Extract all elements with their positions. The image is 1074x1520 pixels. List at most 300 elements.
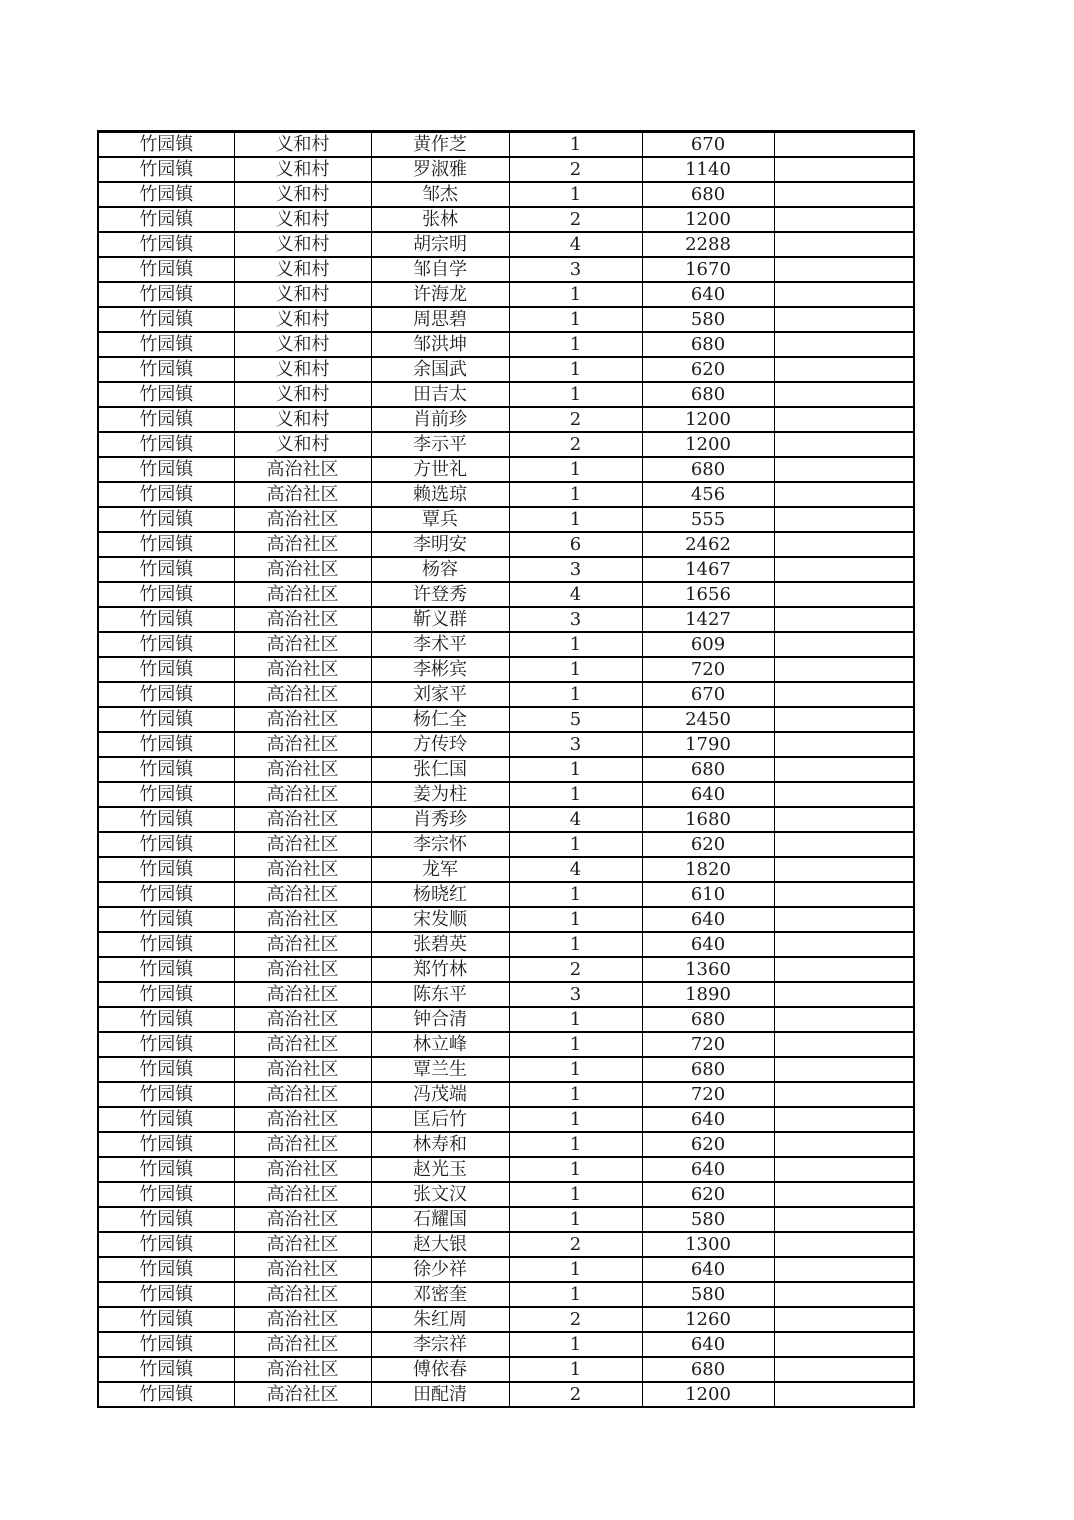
- cell-count: 6: [509, 532, 642, 557]
- cell-amount: 609: [642, 632, 774, 657]
- cell-name: 李明安: [371, 532, 509, 557]
- cell-count: 2: [509, 1382, 642, 1407]
- table-row: [98, 1132, 914, 1157]
- cell-town: 竹园镇: [98, 407, 234, 432]
- cell-town: 竹园镇: [98, 157, 234, 182]
- cell-village: 高治社区: [234, 582, 371, 607]
- table-row: [98, 707, 914, 732]
- cell-town: 竹园镇: [98, 732, 234, 757]
- cell-village: 高治社区: [234, 832, 371, 857]
- cell-name: 宋发顺: [371, 907, 509, 932]
- cell-name: 林寿和: [371, 1132, 509, 1157]
- table-row: [98, 307, 914, 332]
- cell-amount: 640: [642, 1157, 774, 1182]
- cell-town: 竹园镇: [98, 1332, 234, 1357]
- cell-name: 龙军: [371, 857, 509, 882]
- table-row: [98, 807, 914, 832]
- cell-town: 竹园镇: [98, 1282, 234, 1307]
- cell-town: 竹园镇: [98, 132, 234, 158]
- cell-blank: [774, 282, 914, 307]
- table-row: [98, 1332, 914, 1357]
- cell-count: 1: [509, 1107, 642, 1132]
- cell-town: 竹园镇: [98, 882, 234, 907]
- cell-blank: [774, 407, 914, 432]
- cell-town: 竹园镇: [98, 1132, 234, 1157]
- cell-name: 许海龙: [371, 282, 509, 307]
- cell-amount: 1260: [642, 1307, 774, 1332]
- cell-name: 李彬宾: [371, 657, 509, 682]
- cell-name: 李宗祥: [371, 1332, 509, 1357]
- cell-blank: [774, 807, 914, 832]
- cell-town: 竹园镇: [98, 1257, 234, 1282]
- cell-blank: [774, 1157, 914, 1182]
- cell-amount: 720: [642, 1082, 774, 1107]
- cell-count: 2: [509, 157, 642, 182]
- table-row: [98, 1007, 914, 1032]
- cell-blank: [774, 207, 914, 232]
- cell-amount: 1890: [642, 982, 774, 1007]
- cell-count: 2: [509, 1232, 642, 1257]
- cell-town: 竹园镇: [98, 507, 234, 532]
- table-row: [98, 232, 914, 257]
- cell-blank: [774, 1257, 914, 1282]
- cell-village: 高治社区: [234, 957, 371, 982]
- cell-blank: [774, 432, 914, 457]
- cell-blank: [774, 1332, 914, 1357]
- cell-name: 邓密奎: [371, 1282, 509, 1307]
- cell-town: 竹园镇: [98, 757, 234, 782]
- cell-name: 林立峰: [371, 1032, 509, 1057]
- cell-village: 高治社区: [234, 1157, 371, 1182]
- table-row: [98, 1032, 914, 1057]
- cell-town: 竹园镇: [98, 1307, 234, 1332]
- cell-village: 高治社区: [234, 657, 371, 682]
- cell-village: 义和村: [234, 407, 371, 432]
- cell-blank: [774, 932, 914, 957]
- table-row: [98, 532, 914, 557]
- cell-blank: [774, 1232, 914, 1257]
- cell-town: 竹园镇: [98, 182, 234, 207]
- cell-name: 钟合清: [371, 1007, 509, 1032]
- cell-village: 高治社区: [234, 1182, 371, 1207]
- cell-amount: 620: [642, 1132, 774, 1157]
- cell-count: 2: [509, 207, 642, 232]
- cell-name: 赵大银: [371, 1232, 509, 1257]
- cell-town: 竹园镇: [98, 657, 234, 682]
- table-row: [98, 782, 914, 807]
- table-row: [98, 1357, 914, 1382]
- cell-count: 1: [509, 1182, 642, 1207]
- cell-amount: 680: [642, 1357, 774, 1382]
- cell-count: 4: [509, 807, 642, 832]
- cell-amount: 456: [642, 482, 774, 507]
- cell-village: 义和村: [234, 307, 371, 332]
- cell-town: 竹园镇: [98, 682, 234, 707]
- cell-count: 1: [509, 1007, 642, 1032]
- table-row: [98, 932, 914, 957]
- cell-count: 1: [509, 1332, 642, 1357]
- cell-town: 竹园镇: [98, 582, 234, 607]
- cell-town: 竹园镇: [98, 982, 234, 1007]
- cell-name: 田配清: [371, 1382, 509, 1407]
- cell-count: 1: [509, 457, 642, 482]
- cell-name: 覃兰生: [371, 1057, 509, 1082]
- cell-village: 高治社区: [234, 1132, 371, 1157]
- cell-town: 竹园镇: [98, 832, 234, 857]
- cell-blank: [774, 857, 914, 882]
- cell-count: 1: [509, 682, 642, 707]
- cell-count: 1: [509, 132, 642, 158]
- cell-town: 竹园镇: [98, 707, 234, 732]
- table-row: [98, 357, 914, 382]
- cell-blank: [774, 1357, 914, 1382]
- cell-village: 高治社区: [234, 932, 371, 957]
- table-row: [98, 132, 914, 158]
- cell-blank: [774, 232, 914, 257]
- cell-amount: 720: [642, 657, 774, 682]
- table-row: [98, 382, 914, 407]
- cell-count: 1: [509, 932, 642, 957]
- cell-village: 义和村: [234, 357, 371, 382]
- cell-town: 竹园镇: [98, 557, 234, 582]
- table-row: [98, 407, 914, 432]
- cell-village: 高治社区: [234, 1082, 371, 1107]
- cell-name: 匡后竹: [371, 1107, 509, 1132]
- table-row: [98, 632, 914, 657]
- cell-amount: 640: [642, 782, 774, 807]
- cell-village: 高治社区: [234, 457, 371, 482]
- cell-count: 3: [509, 257, 642, 282]
- cell-name: 陈东平: [371, 982, 509, 1007]
- cell-village: 义和村: [234, 132, 371, 158]
- cell-name: 冯茂端: [371, 1082, 509, 1107]
- table-row: [98, 907, 914, 932]
- cell-blank: [774, 1382, 914, 1407]
- cell-amount: 1656: [642, 582, 774, 607]
- cell-name: 杨容: [371, 557, 509, 582]
- cell-amount: 640: [642, 1257, 774, 1282]
- cell-amount: 1427: [642, 607, 774, 632]
- cell-town: 竹园镇: [98, 1182, 234, 1207]
- cell-town: 竹园镇: [98, 1057, 234, 1082]
- cell-village: 高治社区: [234, 1257, 371, 1282]
- cell-blank: [774, 1057, 914, 1082]
- table-row: [98, 1257, 914, 1282]
- table-row: [98, 207, 914, 232]
- table-row: [98, 857, 914, 882]
- cell-blank: [774, 482, 914, 507]
- cell-amount: 1680: [642, 807, 774, 832]
- cell-count: 1: [509, 757, 642, 782]
- cell-amount: 640: [642, 282, 774, 307]
- cell-village: 高治社区: [234, 1207, 371, 1232]
- cell-blank: [774, 157, 914, 182]
- table-row: [98, 432, 914, 457]
- cell-count: 1: [509, 882, 642, 907]
- table-row: [98, 1107, 914, 1132]
- cell-name: 郑竹林: [371, 957, 509, 982]
- cell-town: 竹园镇: [98, 607, 234, 632]
- cell-count: 1: [509, 632, 642, 657]
- table-row: [98, 582, 914, 607]
- cell-name: 方世礼: [371, 457, 509, 482]
- cell-name: 肖前珍: [371, 407, 509, 432]
- cell-blank: [774, 782, 914, 807]
- cell-amount: 580: [642, 1282, 774, 1307]
- cell-village: 义和村: [234, 157, 371, 182]
- cell-blank: [774, 1282, 914, 1307]
- cell-count: 3: [509, 982, 642, 1007]
- cell-count: 1: [509, 307, 642, 332]
- cell-town: 竹园镇: [98, 932, 234, 957]
- cell-blank: [774, 707, 914, 732]
- cell-amount: 620: [642, 1182, 774, 1207]
- cell-name: 石耀国: [371, 1207, 509, 1232]
- cell-village: 高治社区: [234, 1107, 371, 1132]
- cell-count: 1: [509, 782, 642, 807]
- cell-count: 1: [509, 182, 642, 207]
- cell-blank: [774, 132, 914, 158]
- cell-blank: [774, 882, 914, 907]
- cell-village: 高治社区: [234, 1032, 371, 1057]
- cell-blank: [774, 1182, 914, 1207]
- cell-town: 竹园镇: [98, 807, 234, 832]
- cell-count: 1: [509, 907, 642, 932]
- cell-amount: 1200: [642, 207, 774, 232]
- cell-town: 竹园镇: [98, 357, 234, 382]
- table-row: [98, 732, 914, 757]
- cell-name: 邹自学: [371, 257, 509, 282]
- cell-name: 许登秀: [371, 582, 509, 607]
- cell-amount: 640: [642, 907, 774, 932]
- cell-name: 杨晓红: [371, 882, 509, 907]
- table-row: [98, 982, 914, 1007]
- cell-amount: 1200: [642, 407, 774, 432]
- cell-amount: 2450: [642, 707, 774, 732]
- cell-village: 义和村: [234, 332, 371, 357]
- cell-town: 竹园镇: [98, 1007, 234, 1032]
- cell-village: 高治社区: [234, 607, 371, 632]
- table-row: [98, 507, 914, 532]
- table-row: [98, 1232, 914, 1257]
- cell-village: 义和村: [234, 382, 371, 407]
- cell-blank: [774, 557, 914, 582]
- cell-blank: [774, 257, 914, 282]
- cell-amount: 680: [642, 182, 774, 207]
- table-row: [98, 682, 914, 707]
- cell-village: 高治社区: [234, 532, 371, 557]
- cell-name: 靳义群: [371, 607, 509, 632]
- cell-town: 竹园镇: [98, 332, 234, 357]
- cell-town: 竹园镇: [98, 632, 234, 657]
- cell-town: 竹园镇: [98, 457, 234, 482]
- cell-town: 竹园镇: [98, 1082, 234, 1107]
- cell-village: 高治社区: [234, 732, 371, 757]
- cell-town: 竹园镇: [98, 257, 234, 282]
- cell-count: 1: [509, 1132, 642, 1157]
- cell-name: 傅依春: [371, 1357, 509, 1382]
- cell-town: 竹园镇: [98, 232, 234, 257]
- cell-town: 竹园镇: [98, 857, 234, 882]
- cell-town: 竹园镇: [98, 957, 234, 982]
- table-row: [98, 1182, 914, 1207]
- table-row: [98, 1282, 914, 1307]
- cell-amount: 640: [642, 1332, 774, 1357]
- table-row: [98, 607, 914, 632]
- cell-amount: 1467: [642, 557, 774, 582]
- cell-amount: 620: [642, 832, 774, 857]
- cell-amount: 1300: [642, 1232, 774, 1257]
- cell-blank: [774, 332, 914, 357]
- cell-amount: 1670: [642, 257, 774, 282]
- cell-count: 1: [509, 1082, 642, 1107]
- cell-count: 1: [509, 332, 642, 357]
- cell-amount: 680: [642, 457, 774, 482]
- cell-blank: [774, 307, 914, 332]
- cell-name: 刘家平: [371, 682, 509, 707]
- cell-amount: 2288: [642, 232, 774, 257]
- cell-town: 竹园镇: [98, 307, 234, 332]
- cell-village: 高治社区: [234, 782, 371, 807]
- cell-count: 1: [509, 657, 642, 682]
- cell-village: 高治社区: [234, 857, 371, 882]
- cell-name: 赖选琼: [371, 482, 509, 507]
- cell-blank: [774, 182, 914, 207]
- cell-amount: 720: [642, 1032, 774, 1057]
- cell-blank: [774, 957, 914, 982]
- cell-village: 高治社区: [234, 907, 371, 932]
- cell-blank: [774, 382, 914, 407]
- cell-amount: 1140: [642, 157, 774, 182]
- cell-amount: 680: [642, 757, 774, 782]
- table-row: [98, 482, 914, 507]
- cell-blank: [774, 682, 914, 707]
- cell-name: 邹杰: [371, 182, 509, 207]
- table-row: [98, 332, 914, 357]
- cell-town: 竹园镇: [98, 1382, 234, 1407]
- cell-town: 竹园镇: [98, 1157, 234, 1182]
- table-row: [98, 1157, 914, 1182]
- cell-village: 高治社区: [234, 707, 371, 732]
- cell-count: 5: [509, 707, 642, 732]
- table-row: [98, 657, 914, 682]
- cell-name: 徐少祥: [371, 1257, 509, 1282]
- cell-count: 2: [509, 432, 642, 457]
- cell-name: 覃兵: [371, 507, 509, 532]
- cell-town: 竹园镇: [98, 907, 234, 932]
- cell-amount: 640: [642, 1107, 774, 1132]
- cell-name: 杨仁全: [371, 707, 509, 732]
- cell-count: 1: [509, 282, 642, 307]
- cell-town: 竹园镇: [98, 1232, 234, 1257]
- cell-count: 1: [509, 482, 642, 507]
- cell-village: 高治社区: [234, 1382, 371, 1407]
- cell-blank: [774, 982, 914, 1007]
- cell-name: 赵光玉: [371, 1157, 509, 1182]
- cell-count: 1: [509, 1357, 642, 1382]
- cell-village: 高治社区: [234, 1357, 371, 1382]
- cell-name: 罗淑雅: [371, 157, 509, 182]
- cell-town: 竹园镇: [98, 1357, 234, 1382]
- cell-town: 竹园镇: [98, 1032, 234, 1057]
- cell-blank: [774, 582, 914, 607]
- cell-village: 高治社区: [234, 482, 371, 507]
- cell-amount: 620: [642, 357, 774, 382]
- cell-amount: 1360: [642, 957, 774, 982]
- cell-blank: [774, 632, 914, 657]
- cell-town: 竹园镇: [98, 532, 234, 557]
- cell-blank: [774, 757, 914, 782]
- cell-blank: [774, 1107, 914, 1132]
- cell-village: 高治社区: [234, 682, 371, 707]
- cell-count: 1: [509, 832, 642, 857]
- cell-count: 1: [509, 1032, 642, 1057]
- cell-town: 竹园镇: [98, 282, 234, 307]
- cell-amount: 680: [642, 1007, 774, 1032]
- cell-amount: 580: [642, 307, 774, 332]
- cell-name: 张文汉: [371, 1182, 509, 1207]
- table-row: [98, 1382, 914, 1407]
- cell-village: 高治社区: [234, 1307, 371, 1332]
- cell-village: 高治社区: [234, 1007, 371, 1032]
- cell-village: 义和村: [234, 432, 371, 457]
- cell-blank: [774, 357, 914, 382]
- cell-amount: 555: [642, 507, 774, 532]
- cell-village: 高治社区: [234, 807, 371, 832]
- cell-blank: [774, 907, 914, 932]
- table-row: [98, 1057, 914, 1082]
- cell-count: 1: [509, 1057, 642, 1082]
- table-row: [98, 957, 914, 982]
- cell-count: 1: [509, 507, 642, 532]
- cell-count: 2: [509, 957, 642, 982]
- cell-name: 周思碧: [371, 307, 509, 332]
- table-row: [98, 182, 914, 207]
- cell-name: 余国武: [371, 357, 509, 382]
- cell-amount: 670: [642, 132, 774, 158]
- cell-count: 1: [509, 357, 642, 382]
- cell-village: 高治社区: [234, 507, 371, 532]
- cell-count: 4: [509, 857, 642, 882]
- cell-town: 竹园镇: [98, 482, 234, 507]
- cell-count: 2: [509, 407, 642, 432]
- cell-count: 3: [509, 732, 642, 757]
- data-table: [97, 130, 915, 1408]
- cell-count: 1: [509, 382, 642, 407]
- cell-name: 李术平: [371, 632, 509, 657]
- table-row: [98, 157, 914, 182]
- cell-name: 肖秀珍: [371, 807, 509, 832]
- cell-town: 竹园镇: [98, 432, 234, 457]
- cell-amount: 1200: [642, 1382, 774, 1407]
- cell-amount: 580: [642, 1207, 774, 1232]
- cell-count: 4: [509, 582, 642, 607]
- cell-count: 1: [509, 1282, 642, 1307]
- cell-village: 义和村: [234, 232, 371, 257]
- table-row: [98, 1307, 914, 1332]
- cell-name: 方传玲: [371, 732, 509, 757]
- cell-count: 2: [509, 1307, 642, 1332]
- cell-name: 李示平: [371, 432, 509, 457]
- cell-name: 张碧英: [371, 932, 509, 957]
- cell-village: 高治社区: [234, 632, 371, 657]
- cell-blank: [774, 1307, 914, 1332]
- cell-name: 黄作芝: [371, 132, 509, 158]
- cell-name: 张林: [371, 207, 509, 232]
- cell-amount: 680: [642, 1057, 774, 1082]
- cell-village: 高治社区: [234, 757, 371, 782]
- table-row: [98, 282, 914, 307]
